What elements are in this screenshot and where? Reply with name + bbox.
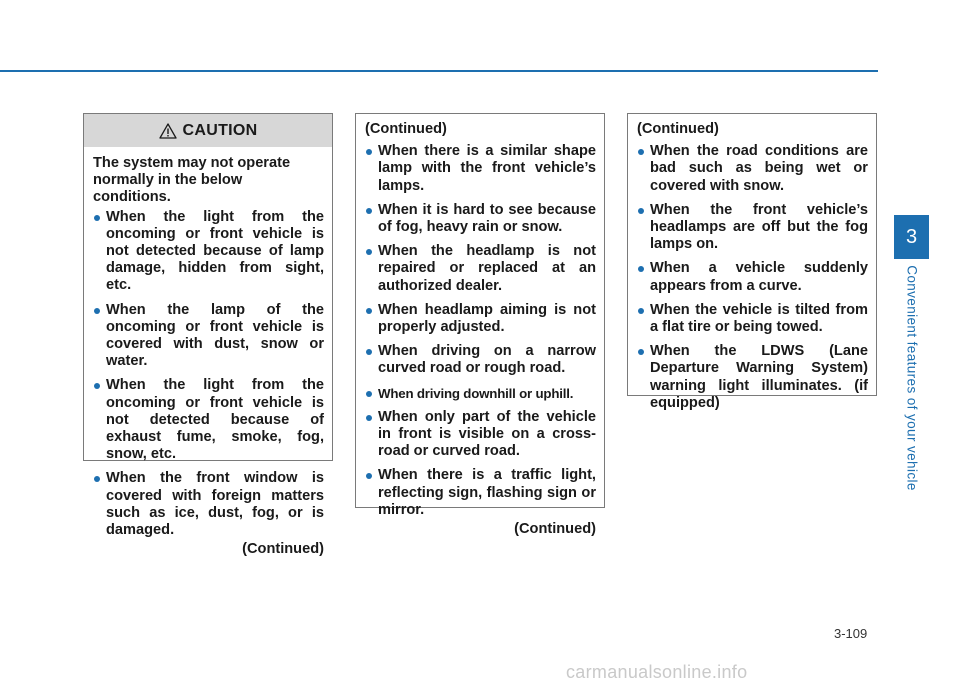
warning-triangle-icon — [159, 123, 177, 139]
caution-header — [84, 114, 332, 147]
list-item: When a vehicle suddenly appears from a curve. — [637, 260, 868, 294]
continued-label: (Continued) — [514, 521, 596, 538]
continued-label: (Continued) — [637, 121, 719, 137]
list-item: When the vehicle is tilted from a flat tire or being towed. — [637, 302, 868, 336]
list-item: When the light from the oncoming or front vehicle is not detected because of lamp damage, hidden from sight, etc. — [93, 209, 324, 295]
list-item: When driving downhill or uphill. — [365, 385, 596, 402]
list-item: When the front window is covered with foreign matters such as ice, dust, fog, or is damaged. — [93, 470, 324, 539]
list-item: When the road conditions are bad such as being wet or covered with snow. — [637, 143, 868, 195]
chapter-number: 3 — [905, 225, 918, 248]
list-item: When the headlamp is not repaired or replaced at an authorized dealer. — [365, 243, 596, 295]
list-item: When driving on a narrow curved road or rough road. — [365, 343, 596, 377]
list-item: When it is hard to see because of fog, heavy rain or snow. — [365, 202, 596, 236]
header-rule — [0, 70, 878, 72]
list-item: When only part of the vehicle in front is visible on a cross-road or curved road. — [365, 409, 596, 461]
continued-label: (Continued) — [365, 121, 447, 137]
list-item: When there is a similar shape lamp with the front vehicle’s lamps. — [365, 143, 596, 195]
chapter-title: Convenient features of your vehicle — [904, 265, 920, 491]
page-number: 3-109 — [834, 626, 868, 641]
list-item: When the LDWS (Lane Departure Warning System) warning light illuminates. (if equipped) — [637, 343, 868, 412]
condition-list — [637, 143, 868, 412]
condition-list — [365, 143, 596, 519]
continued-label: (Continued) — [242, 541, 324, 558]
watermark: carmanualsonline.info — [566, 662, 748, 682]
caution-heading: CAUTION — [182, 121, 258, 139]
list-item: When the front vehicle’s headlamps are off but the fog lamps on. — [637, 202, 868, 254]
caution-list — [93, 209, 324, 540]
list-item: When the light from the oncoming or front vehicle is not detected because of exhaust fume, smoke, fog, snow, etc. — [93, 377, 324, 463]
list-item: When there is a traffic light, reflecting sign, flashing sign or mirror. — [365, 467, 596, 519]
list-item: When headlamp aiming is not properly adjusted. — [365, 302, 596, 336]
continued-box-2 — [355, 113, 605, 538]
list-item: When the lamp of the oncoming or front vehicle is covered with dust, snow or water. — [93, 302, 324, 371]
caution-box — [83, 113, 333, 558]
caution-intro: The system may not operate normally in the below conditions. — [93, 155, 291, 206]
continued-box-3 — [627, 113, 877, 411]
chapter-tab[interactable] — [894, 215, 929, 259]
